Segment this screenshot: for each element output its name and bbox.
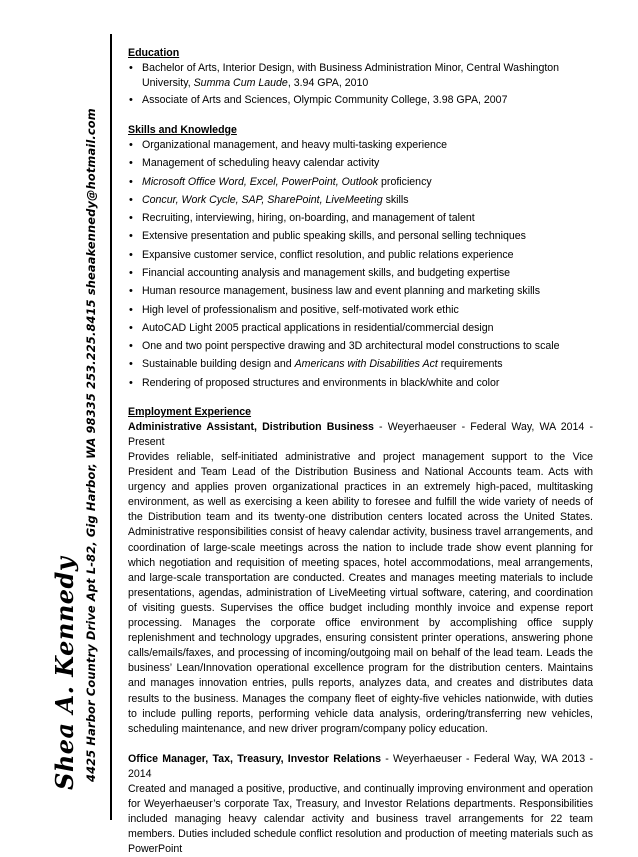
education-list <box>128 61 593 108</box>
job-title: Administrative Assistant, Distribution Business <box>128 420 374 433</box>
skill-item: • Sustainable building design and Americans with Disabilities Act requirements <box>128 357 593 372</box>
skills-list <box>128 138 593 391</box>
candidate-name: Shea A. Kennedy <box>50 556 79 790</box>
job-entry <box>128 752 593 857</box>
skill-item: • Financial accounting analysis and management skills, and budgeting expertise <box>128 266 593 281</box>
education-section <box>128 46 593 108</box>
skill-item: • Rendering of proposed structures and environments in black/white and color <box>128 376 593 391</box>
skill-item: • One and two point perspective drawing and 3D architectural model constructions to scale <box>128 339 593 354</box>
skill-item: • High level of professionalism and positive, self-motivated work ethic <box>128 303 593 318</box>
skill-item: • Organizational management, and heavy multi-tasking experience <box>128 138 593 153</box>
skill-item: • Expansive customer service, conflict resolution, and public relations experience <box>128 248 593 263</box>
employment-heading: Employment Experience <box>128 405 252 418</box>
education-item: • Associate of Arts and Sciences, Olympic Community College, 3.98 GPA, 2007 <box>128 93 593 108</box>
employment-section <box>128 405 593 857</box>
vertical-divider <box>110 34 112 820</box>
job-title: Office Manager, Tax, Treasury, Investor Relations <box>128 752 381 765</box>
job-header <box>128 420 593 450</box>
skills-heading: Skills and Knowledge <box>128 123 237 136</box>
job-entry <box>128 420 593 737</box>
resume-body <box>128 46 593 857</box>
sidebar <box>0 0 110 826</box>
job-description: Created and managed a positive, productive, and continually improving environment and operation for Weyerhaeuser’s corporate Tax, Treasury, and Investor Relations departments. Responsibilities included managing heavy calendar activity and business travel arrangements for 22 team members. Duties included schedule conflict resolution and production of meeting materials such as PowerPoint <box>128 782 593 856</box>
job-header <box>128 752 593 782</box>
skill-item: • Management of scheduling heavy calendar activity <box>128 156 593 171</box>
skill-item: • Recruiting, interviewing, hiring, on-boarding, and management of talent <box>128 211 593 226</box>
education-heading: Education <box>128 47 180 59</box>
education-item: • Bachelor of Arts, Interior Design, with Business Administration Minor, Central Washington University, Summa Cum Laude, 3.94 GPA, 2010 <box>128 61 593 91</box>
skill-item: • Human resource management, business law and event planning and marketing skills <box>128 284 593 299</box>
job-description: Provides reliable, self-initiated administrative and project management support to the Vice President and Team Lead of the Distribution Business and National Accounts team. Acts with urgency and applies proven organizational practices in an extremely high-paced, multitasking environment, as well as exercising a keen ability to foresee and fulfill the wide variety of needs of the Distribution team and its twenty-one distribution centers located across the United States. Administrative responsibilities consist of heavy calendar activity, business travel arrangements, and coordination of large-scale meetings across the nation to include trade show event planning for which negotiation and requisition of meeting spaces, hotel accommodations, meal arrangements, and large-scale transportation are conducted. Creates and manages meeting materials to include presentations, agendas, administration of LiveMeeting virtual software, catering, and coordination of visiting guests. Supervises the office budget including monthly invoice and expense report processing. Manages the corporate office environment by accomplishing office supply replenishment and technology upgrades, ensuring consistent printer operations, answering phone calls/emails/faxes, and processing of incoming/outgoing mail on behalf of the lead team. Leads the business’ Lean/Innovation operational excellence program for the distribution centers. Maintains and manages innovation entries, pulls reports, analyzes data, and creates and distributes data results to the business. Manages the company fleet of eighty-five vehicles nationwide, with duties to include pulling reports, performing vehicle data analysis, ordering/transferring new vehicles, scheduling maintenance, and new driver program/company policy education. <box>128 451 593 735</box>
skills-section <box>128 123 593 391</box>
skill-item: • Microsoft Office Word, Excel, PowerPoint, Outlook proficiency <box>128 175 593 190</box>
skill-item: • Concur, Work Cycle, SAP, SharePoint, LiveMeeting skills <box>128 193 593 208</box>
job-meta: - Weyerhaeuser - Federal Way, WA 2014 - Present <box>128 420 593 448</box>
contact-info: 4425 Harbor Country Drive Apt L-82, Gig Harbor, WA 98335 253.225.8415 sheaakennedy@hotmail.com <box>84 108 98 782</box>
skill-item: • Extensive presentation and public speaking skills, and personal selling techniques <box>128 229 593 244</box>
job-meta: - Weyerhaeuser - Federal Way, WA 2013 - 2014 <box>128 752 593 780</box>
skill-item: • AutoCAD Light 2005 practical applications in residential/commercial design <box>128 321 593 336</box>
